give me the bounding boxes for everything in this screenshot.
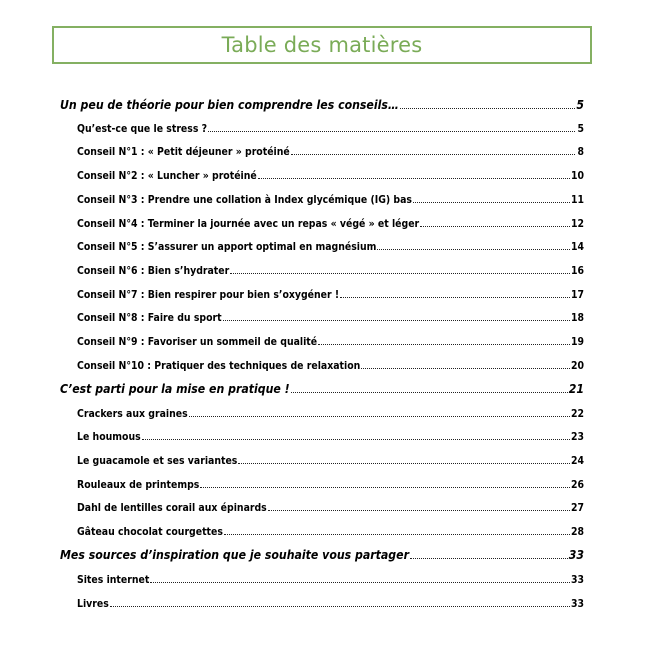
dot-leader (110, 606, 570, 607)
toc-page-number: 21 (568, 382, 584, 396)
toc-page-number: 23 (570, 431, 584, 443)
toc-page-number: 33 (568, 548, 584, 562)
toc-entry[interactable] (77, 408, 584, 420)
toc-entry-label: Conseil N°8 : Faire du sport (77, 312, 222, 324)
dot-leader (224, 534, 570, 535)
dot-leader (410, 558, 568, 559)
toc-entry-label: Conseil N°10 : Pratiquer des techniques de relaxation (77, 360, 361, 372)
toc-page-number: 27 (570, 502, 584, 514)
toc-entry-label: Sites internet (77, 574, 150, 586)
dot-leader (413, 202, 570, 203)
toc-entry[interactable] (77, 312, 584, 324)
toc-title-box (52, 26, 592, 64)
toc-page-number: 33 (570, 574, 584, 586)
toc-entry[interactable] (77, 123, 584, 135)
toc-page-number: 33 (570, 598, 584, 610)
toc-entry-label: Livres (77, 598, 109, 610)
dot-leader (142, 439, 570, 440)
toc-entry[interactable] (77, 479, 584, 491)
toc-entry-label: Le guacamole et ses variantes (77, 455, 238, 467)
toc-entry[interactable] (77, 431, 584, 443)
toc-entry[interactable] (77, 360, 584, 372)
dot-leader (200, 487, 570, 488)
toc-page-number: 11 (570, 194, 584, 206)
toc-entry-label: Conseil N°2 : « Luncher » protéiné (77, 170, 257, 182)
toc-entry[interactable] (77, 455, 584, 467)
toc-entry[interactable] (77, 502, 584, 514)
toc-page-number: 26 (570, 479, 584, 491)
dot-leader (258, 178, 570, 179)
toc-entry-label: Le houmous (77, 431, 141, 443)
toc-entry-label: Conseil N°6 : Bien s’hydrater (77, 265, 230, 277)
dot-leader (400, 108, 575, 109)
toc-entry[interactable] (77, 336, 584, 348)
toc-entry[interactable] (77, 241, 584, 253)
toc-entry-label: Conseil N°9 : Favoriser un sommeil de qualité (77, 336, 318, 348)
toc-page-number: 10 (570, 170, 584, 182)
toc-page-number: 8 (577, 146, 584, 158)
toc-section-sources[interactable] (60, 548, 584, 562)
toc-entry[interactable] (77, 218, 584, 230)
dot-leader (238, 463, 570, 464)
dot-leader (340, 297, 570, 298)
toc-page-number: 18 (570, 312, 584, 324)
dot-leader (223, 320, 570, 321)
toc-entry[interactable] (77, 265, 584, 277)
toc-page-number: 17 (570, 289, 584, 301)
toc-entry-label: Conseil N°3 : Prendre une collation à Index glycémique (IG) bas (77, 194, 412, 206)
toc-page-number: 14 (570, 241, 584, 253)
toc-entry-label: Gâteau chocolat courgettes (77, 526, 223, 538)
toc-entry[interactable] (77, 526, 584, 538)
toc-page-number: 19 (570, 336, 584, 348)
toc-entry-label: Un peu de théorie pour bien comprendre les conseils… (60, 98, 399, 112)
toc-page-number: 5 (576, 98, 584, 112)
toc-page-number: 12 (570, 218, 584, 230)
dot-leader (318, 344, 570, 345)
toc-title: Table des matières (221, 33, 423, 57)
toc-entry[interactable] (77, 194, 584, 206)
dot-leader (189, 416, 570, 417)
dot-leader (208, 131, 575, 132)
toc-page-number: 20 (570, 360, 584, 372)
toc-entry-label: Conseil N°5 : S’assurer un apport optimal en magnésium (77, 241, 377, 253)
toc-page-number: 24 (570, 455, 584, 467)
toc-entry-label: Conseil N°1 : « Petit déjeuner » protéiné (77, 146, 290, 158)
toc-entry-label: Mes sources d’inspiration que je souhaite vous partager (60, 548, 409, 562)
toc-page-number: 5 (577, 123, 584, 135)
toc-entry-label: Conseil N°7 : Bien respirer pour bien s’oxygéner ! (77, 289, 340, 301)
dot-leader (291, 154, 575, 155)
toc-page-number: 28 (570, 526, 584, 538)
dot-leader (291, 392, 568, 393)
dot-leader (377, 249, 570, 250)
toc-section-theory[interactable] (60, 98, 584, 112)
dot-leader (361, 368, 570, 369)
toc-entry[interactable] (77, 574, 584, 586)
toc-entry-label: C’est parti pour la mise en pratique ! (60, 382, 290, 396)
toc-entry[interactable] (77, 170, 584, 182)
toc-entry-label: Dahl de lentilles corail aux épinards (77, 502, 267, 514)
toc-page-number: 16 (570, 265, 584, 277)
dot-leader (150, 582, 570, 583)
toc-entry-label: Rouleaux de printemps (77, 479, 200, 491)
toc-entry[interactable] (77, 598, 584, 610)
toc-entry-label: Qu’est-ce que le stress ? (77, 123, 208, 135)
dot-leader (420, 226, 570, 227)
toc-page-number: 22 (570, 408, 584, 420)
toc-entry[interactable] (77, 146, 584, 158)
dot-leader (268, 510, 570, 511)
toc-entry-label: Conseil N°4 : Terminer la journée avec un repas « végé » et léger (77, 218, 420, 230)
toc-entry-label: Crackers aux graines (77, 408, 188, 420)
dot-leader (230, 273, 570, 274)
toc-entry[interactable] (77, 289, 584, 301)
toc-section-practice[interactable] (60, 382, 584, 396)
